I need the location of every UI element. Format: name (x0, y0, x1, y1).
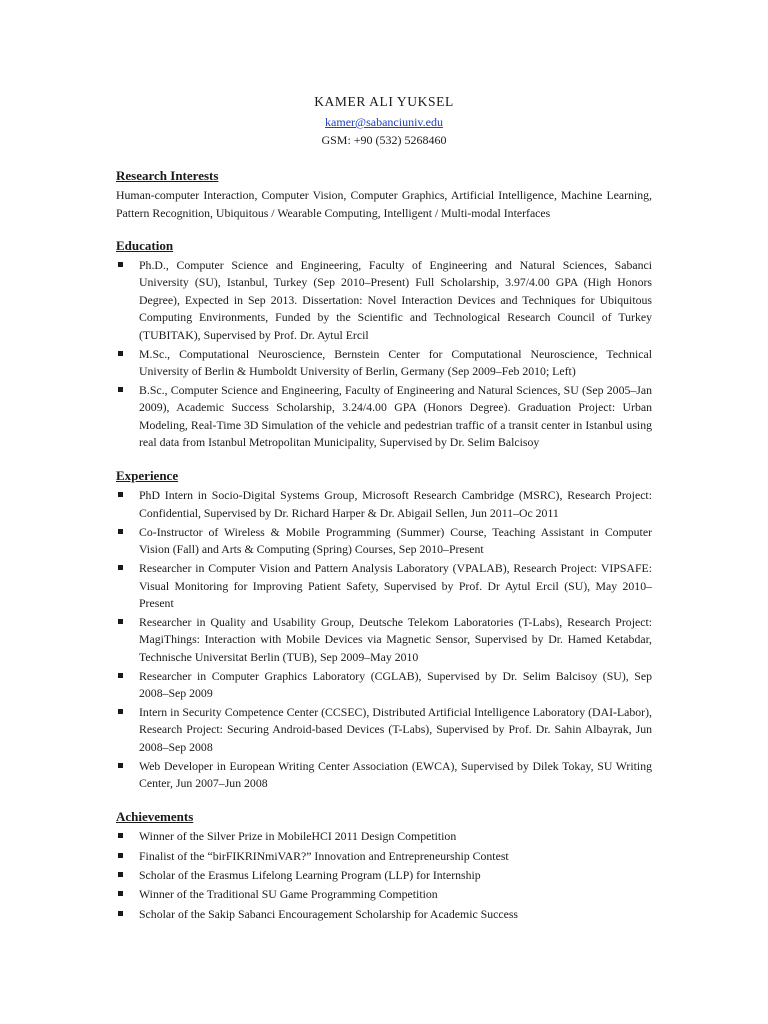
achievement-item (116, 848, 652, 865)
resume-header (116, 0, 652, 149)
education-item (116, 382, 652, 452)
square-bullet-icon (118, 351, 123, 356)
experience-item (116, 487, 652, 522)
education-item-text: M.Sc., Computational Neuroscience, Bernstein Center for Computational Neuroscience, Technical University of Berlin & Humboldt University of Berlin, Germany (Sep 2009–Feb 2010; Left) (139, 346, 652, 378)
phone-number: GSM: +90 (532) 5268460 (321, 133, 447, 147)
square-bullet-icon (118, 492, 123, 497)
achievement-item-text: Winner of the Traditional SU Game Programming Competition (139, 887, 438, 902)
achievements-list (116, 828, 652, 923)
section-title-experience: Experience (116, 468, 179, 484)
square-bullet-icon (118, 853, 123, 858)
achievement-item (116, 906, 652, 923)
square-bullet-icon (118, 833, 123, 838)
research-interests-section (116, 167, 652, 222)
experience-item (116, 524, 652, 559)
section-title-education: Education (116, 238, 174, 253)
experience-item (116, 758, 652, 793)
experience-item-text: PhD Intern in Socio-Digital Systems Group, Microsoft Research Cambridge (MSRC), Research Project: Confidential, Supervised by Dr. Richard Harper & Dr. Abigail Sellen, Jun 2011–Oc 2011 (139, 488, 652, 520)
education-item-text: Ph.D., Computer Science and Engineering, Faculty of Engineering and Natural Sciences, Sabanci University (SU), Istanbul, Turkey (Sep 2010–Present) Full Scholarship, 3.97/4.00 GPA (High Honors Degree), Expected in Sep 2013. Dissertation: Novel Interaction Devices and Techniques for Ubiquitous Computing Environments, Funded by the Scientific and Technological Research Council of Turkey (TUBITAK), Supervised by Prof. Dr. Aytul Ercil (139, 258, 652, 342)
square-bullet-icon (118, 262, 123, 267)
education-item (116, 346, 652, 381)
square-bullet-icon (118, 529, 123, 534)
achievements-section (116, 808, 652, 923)
experience-item (116, 704, 652, 756)
experience-item-text: Researcher in Quality and Usability Group, Deutsche Telekom Laboratories (T-Labs), Research Project: MagiThings: Interaction with Mobile Devices via Magnetic Sensor, Supervised by Dr. Hamed Ketabdar, Technische Universitat Berlin (TUB), Sep 2009–May 2010 (139, 614, 652, 664)
square-bullet-icon (118, 763, 123, 768)
achievement-item (116, 886, 652, 903)
person-name: KAMER ALI YUKSEL (314, 94, 454, 109)
experience-list (116, 487, 652, 792)
education-item-text: B.Sc., Computer Science and Engineering, Faculty of Engineering and Natural Sciences, SU (Sep 2005–Jan 2009), Academic Success Scholarship, 3.24/4.00 GPA (Honors Degree). Graduation Project: Urban Modeling, Real-Time 3D Simulation of the vehicle and pedestrian traffic of a transit center in Istanbul using real data from Istanbul Metropolitan Municipality, Supervised by Dr. Selim Balcisoy (139, 382, 652, 450)
square-bullet-icon (118, 387, 123, 392)
square-bullet-icon (118, 709, 123, 714)
experience-item-text: Web Developer in European Writing Center Association (EWCA), Supervised by Dilek Tokay, SU Writing Center, Jun 2007–Jun 2008 (139, 758, 652, 790)
section-title-achievements: Achievements (116, 809, 194, 825)
square-bullet-icon (118, 673, 123, 678)
section-title-research: Research Interests (116, 168, 219, 183)
experience-item-text: Co-Instructor of Wireless & Mobile Programming (Summer) Course, Teaching Assistant in Computer Vision (Fall) and Arts & Computing (Spring) Courses, Sep 2010–Present (139, 524, 652, 557)
square-bullet-icon (118, 872, 123, 877)
square-bullet-icon (118, 565, 123, 570)
experience-item (116, 560, 652, 612)
experience-item-text: Intern in Security Competence Center (CCSEC), Distributed Artificial Intelligence Laboratory (DAI-Labor), Research Project: Securing Android-based Devices (T-Labs), Supervised by Prof. Dr. Sahin Albayrak, Jun 2008–Sep 2008 (139, 704, 652, 754)
email-link[interactable]: kamer@sabanciuniv.edu (325, 115, 443, 129)
achievement-item-text: Finalist of the “birFIKRINmiVAR?” Innovation and Entrepreneurship Contest (139, 848, 509, 863)
square-bullet-icon (118, 911, 123, 916)
experience-item (116, 614, 652, 666)
experience-item-text: Researcher in Computer Vision and Pattern Analysis Laboratory (VPALAB), Research Project: VIPSAFE: Visual Monitoring for Improving Patient Safety, Supervised by Prof. Dr Aytul Ercil (SU), May 2010–Present (139, 561, 652, 610)
achievement-item-text: Winner of the Silver Prize in MobileHCI 2011 Design Competition (139, 829, 457, 844)
experience-section (116, 467, 652, 792)
achievement-item-text: Scholar of the Sakip Sabanci Encouragement Scholarship for Academic Success (139, 906, 519, 921)
square-bullet-icon (118, 619, 123, 624)
education-item (116, 257, 652, 344)
research-interests-text: Human-computer Interaction, Computer Vision, Computer Graphics, Artificial Intelligence, Machine Learning, Pattern Recognition, Ubiquitous / Wearable Computing, Intelligent / Multi-modal Interfaces (116, 188, 652, 220)
achievement-item (116, 867, 652, 884)
experience-item (116, 668, 652, 703)
achievement-item (116, 828, 652, 845)
experience-item-text: Researcher in Computer Graphics Laboratory (CGLAB), Supervised by Dr. Selim Balcisoy (SU), Sep 2008–Sep 2009 (139, 668, 652, 700)
achievement-item-text: Scholar of the Erasmus Lifelong Learning Program (LLP) for Internship (139, 867, 481, 882)
education-section (116, 237, 652, 451)
education-list (116, 257, 652, 451)
square-bullet-icon (118, 891, 123, 896)
